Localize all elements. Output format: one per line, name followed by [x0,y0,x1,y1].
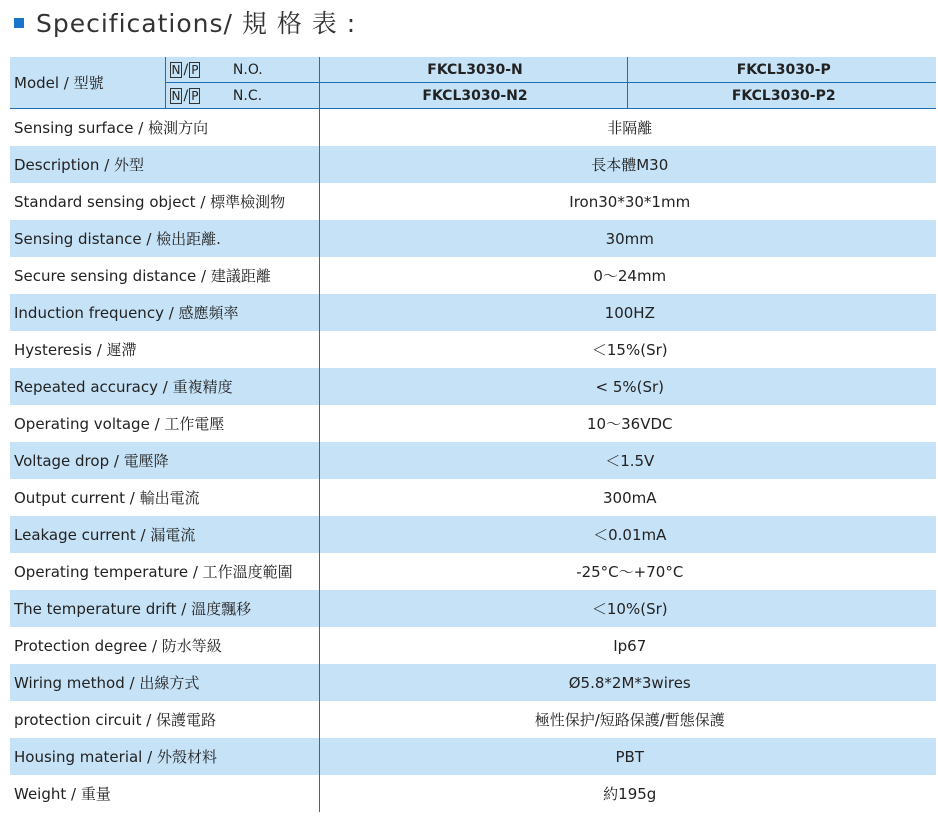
spec-label: Secure sensing distance / 建議距離 [10,257,319,294]
spec-label: Voltage drop / 電壓降 [10,442,319,479]
spec-label: Repeated accuracy / 重複精度 [10,368,319,405]
spec-row [10,553,936,590]
spec-label: Leakage current / 漏電流 [10,516,319,553]
nc-type-cell: N / P N.C. [165,83,319,109]
spec-label: Wiring method / 出線方式 [10,664,319,701]
spec-label: Housing material / 外殼材料 [10,738,319,775]
spec-table [10,57,936,812]
spec-value: -25°C～+70°C [319,553,936,590]
spec-row [10,701,936,738]
spec-value: ＜10%(Sr) [319,590,936,627]
spec-label: Weight / 重量 [10,775,319,812]
spec-label: Operating voltage / 工作電壓 [10,405,319,442]
spec-value: Iron30*30*1mm [319,183,936,220]
spec-value: 300mA [319,479,936,516]
spec-label: Induction frequency / 感應頻率 [10,294,319,331]
spec-row [10,775,936,812]
spec-value: 100HZ [319,294,936,331]
p-box: P [191,88,199,103]
spec-row [10,146,936,183]
spec-value: ＜1.5V [319,442,936,479]
page-title-text: Specifications/ 規 格 表 : [36,9,357,38]
spec-value: < 5%(Sr) [319,368,936,405]
spec-row [10,294,936,331]
spec-label: Output current / 輸出電流 [10,479,319,516]
spec-value: 0～24mm [319,257,936,294]
spec-row [10,516,936,553]
n-box: N [171,62,181,77]
spec-row [10,738,936,775]
spec-row [10,442,936,479]
spec-value: 長本體M30 [319,146,936,183]
model-label: Model / 型號 [10,57,165,109]
spec-row [10,331,936,368]
model-nc-p: FKCL3030-P2 [627,83,936,109]
spec-row [10,109,936,147]
model-nc-n: FKCL3030-N2 [319,83,627,109]
spec-label: Description / 外型 [10,146,319,183]
no-type-cell: N / P N.O. [165,57,319,83]
spec-label: Protection degree / 防水等級 [10,627,319,664]
spec-value: 約195g [319,775,936,812]
spec-label: Standard sensing object / 標準檢測物 [10,183,319,220]
n-box: N [171,88,181,103]
spec-label: Sensing distance / 檢出距離. [10,220,319,257]
spec-row [10,220,936,257]
spec-row [10,664,936,701]
spec-row [10,368,936,405]
model-no-n: FKCL3030-N [319,57,627,83]
spec-row [10,183,936,220]
spec-value: PBT [319,738,936,775]
spec-value: ＜0.01mA [319,516,936,553]
spec-row [10,627,936,664]
spec-value: 10～36VDC [319,405,936,442]
nc-label: N.C. [232,87,263,104]
model-row-no [10,57,936,83]
spec-label: Operating temperature / 工作溫度範圍 [10,553,319,590]
spec-label: protection circuit / 保護電路 [10,701,319,738]
spec-row [10,257,936,294]
spec-label: The temperature drift / 溫度飄移 [10,590,319,627]
spec-row [10,590,936,627]
title-bullet-icon [14,18,24,28]
spec-value: 30mm [319,220,936,257]
spec-value: Ø5.8*2M*3wires [319,664,936,701]
no-label: N.O. [232,61,263,78]
spec-value: 非隔離 [319,109,936,147]
spec-label: Hysteresis / 遲滯 [10,331,319,368]
spec-label: Sensing surface / 檢測方向 [10,109,319,147]
spec-row [10,405,936,442]
p-box: P [191,62,199,77]
spec-value: 極性保护/短路保護/暫態保護 [319,701,936,738]
page-title [14,2,356,42]
model-no-p: FKCL3030-P [627,57,936,83]
spec-value: ＜15%(Sr) [319,331,936,368]
spec-row [10,479,936,516]
spec-value: Ip67 [319,627,936,664]
